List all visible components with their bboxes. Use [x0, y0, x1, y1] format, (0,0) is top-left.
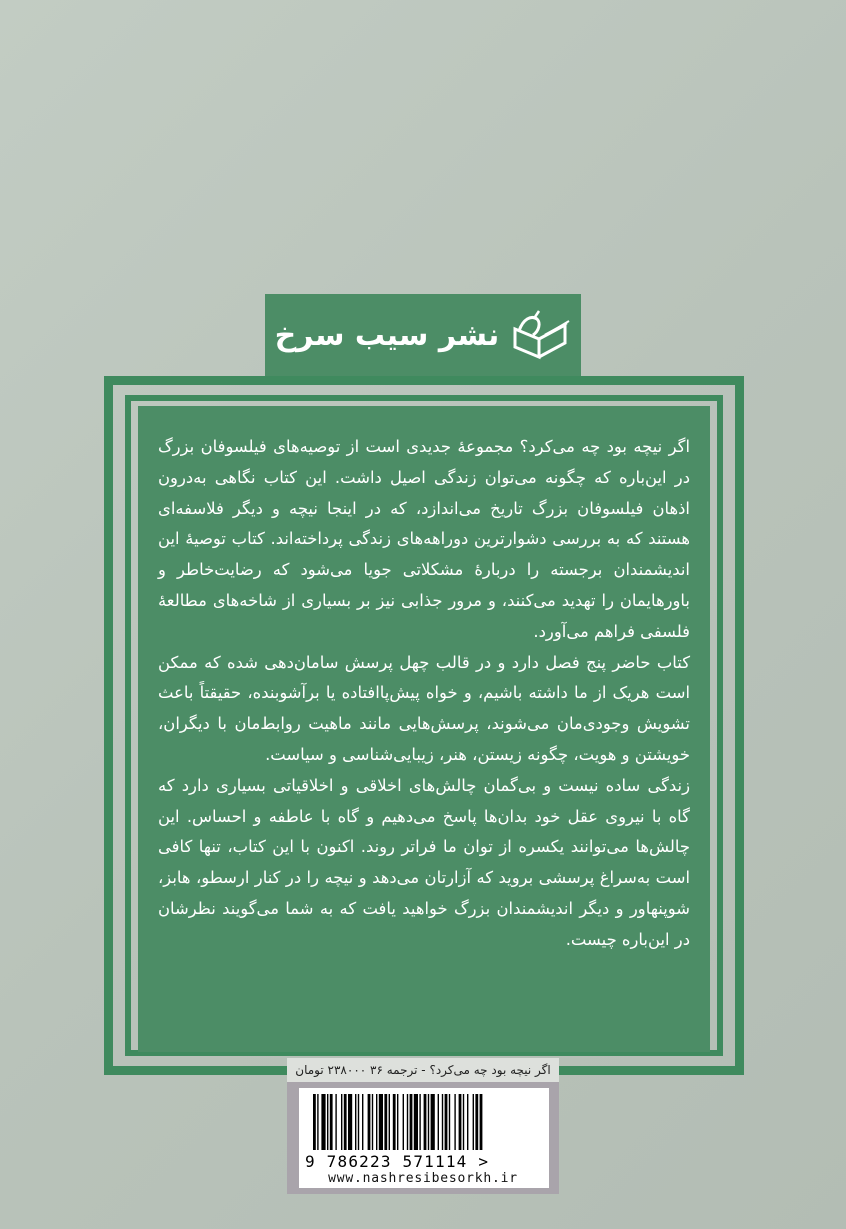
barcode-bar: [428, 1094, 429, 1150]
blurb-text: [158, 432, 690, 956]
barcode-bar: [403, 1094, 404, 1150]
barcode-area: [287, 1082, 559, 1194]
barcode-bar: [344, 1094, 347, 1150]
barcode-bar: [348, 1094, 352, 1150]
barcode-bar: [410, 1094, 413, 1150]
barcode-bar: [341, 1094, 342, 1150]
barcode-bar: [372, 1094, 373, 1150]
book-apple-icon: [509, 309, 571, 361]
barcode-bar: [317, 1094, 318, 1150]
barcode-bar: [368, 1094, 371, 1150]
blurb-paragraph-3: زندگی ساده نیست و بی‌گمان چالش‌های اخلاقی و اخلاقیاتی بسیاری دارد که گاه با نیروی عقل خود بدان‌ها پاسخ می‌دهیم و گاه با عاطفه و احساس. این چالش‌ها می‌توانند یکسره از توان ما فراتر روند. اکنون با این کتاب، تنها کافی است به‌سراغ پرسشی بروید که آزارتان می‌دهد و نیچه را در کنار ارسطو، هابز، شوپنهاور و دیگر اندیشمندان بزرگ خواهید یافت که به شما می‌گویند نظرشان در این‌باره چیست.: [158, 775, 690, 949]
barcode-bar: [393, 1094, 396, 1150]
barcode-bar: [330, 1094, 333, 1150]
barcode-bar: [376, 1094, 377, 1150]
barcode-bar: [362, 1094, 363, 1150]
barcode-bar: [424, 1094, 427, 1150]
blurb-paragraph-1: اگر نیچه بود چه می‌کرد؟ مجموعهٔ جدیدی است از توصیه‌های فیلسوفان بزرگ در این‌باره که چگونه می‌توان زندگی اصیل داشت. این کتاب نگاهی به‌درون اذهان فیلسوفان بزرگ تاریخ می‌اندازد، که در اینجا نیچه و دیگر فلاسفه‌ای هستند که به بررسی دشوارترین دوراهه‌های زندگی پرداخته‌اند. کتاب توصیهٔ این اندیشمندان برجسته را دربارهٔ مشکلاتی جویا می‌شود که رضایت‌خاطر و باورهایمان را تهدید می‌کنند، و مرور جذابی نیز بر بسیاری از شاخه‌های مطالعهٔ فلسفی فراهم می‌آورد.: [158, 437, 690, 641]
barcode-bar: [414, 1094, 418, 1150]
barcode-bar: [449, 1094, 450, 1150]
barcode-bar: [389, 1094, 390, 1150]
isbn-number: 9 786223 571114 >: [305, 1152, 490, 1171]
barcode-bar: [355, 1094, 356, 1150]
barcode-bar: [438, 1094, 439, 1150]
barcode-bar: [379, 1094, 383, 1150]
book-meta-line: اگر نیچه بود چه می‌کرد؟ - ترجمه ۳۶ ۲۳۸۰۰۰ تومان: [287, 1058, 559, 1082]
publisher-logo: [265, 294, 581, 376]
barcode-bar: [473, 1094, 474, 1150]
barcode-bar: [463, 1094, 464, 1150]
barcode-bar: [321, 1094, 325, 1150]
barcode-bar: [480, 1094, 483, 1150]
barcode-bar: [459, 1094, 462, 1150]
barcode-bar: [313, 1094, 316, 1150]
barcode-bar: [419, 1094, 420, 1150]
barcode-bar: [442, 1094, 443, 1150]
publisher-website: www.nashresibesorkh.ir: [328, 1171, 518, 1186]
blurb-panel: [138, 406, 710, 1052]
barcode-bar: [327, 1094, 328, 1150]
barcode-bar: [431, 1094, 435, 1150]
barcode-bar: [397, 1094, 398, 1150]
barcode-bar: [384, 1094, 387, 1150]
barcode-bar: [445, 1094, 448, 1150]
barcode-bar: [475, 1094, 478, 1150]
blurb-paragraph-2: کتاب حاضر پنج فصل دارد و در قالب چهل پرسش سامان‌دهی شده که ممکن است هریک از ما داشته باشیم، و خواه پیش‌پاافتاده یا برآشوبنده، حقیقتاً باعث تشویش وجودی‌مان می‌شوند، پرسش‌هایی مانند ماهیت روابط‌مان با دیگران، خویشتن و هویت، چگونه زیستن، هنر، زیبایی‌شناسی و سیاست.: [158, 652, 690, 764]
barcode-bar: [407, 1094, 408, 1150]
barcode-bar: [335, 1094, 336, 1150]
barcode-bar: [358, 1094, 359, 1150]
barcode-bar: [467, 1094, 468, 1150]
barcode-bar: [454, 1094, 455, 1150]
isbn-barcode: [309, 1094, 541, 1154]
publisher-name: نشر سیب سرخ: [274, 317, 500, 353]
